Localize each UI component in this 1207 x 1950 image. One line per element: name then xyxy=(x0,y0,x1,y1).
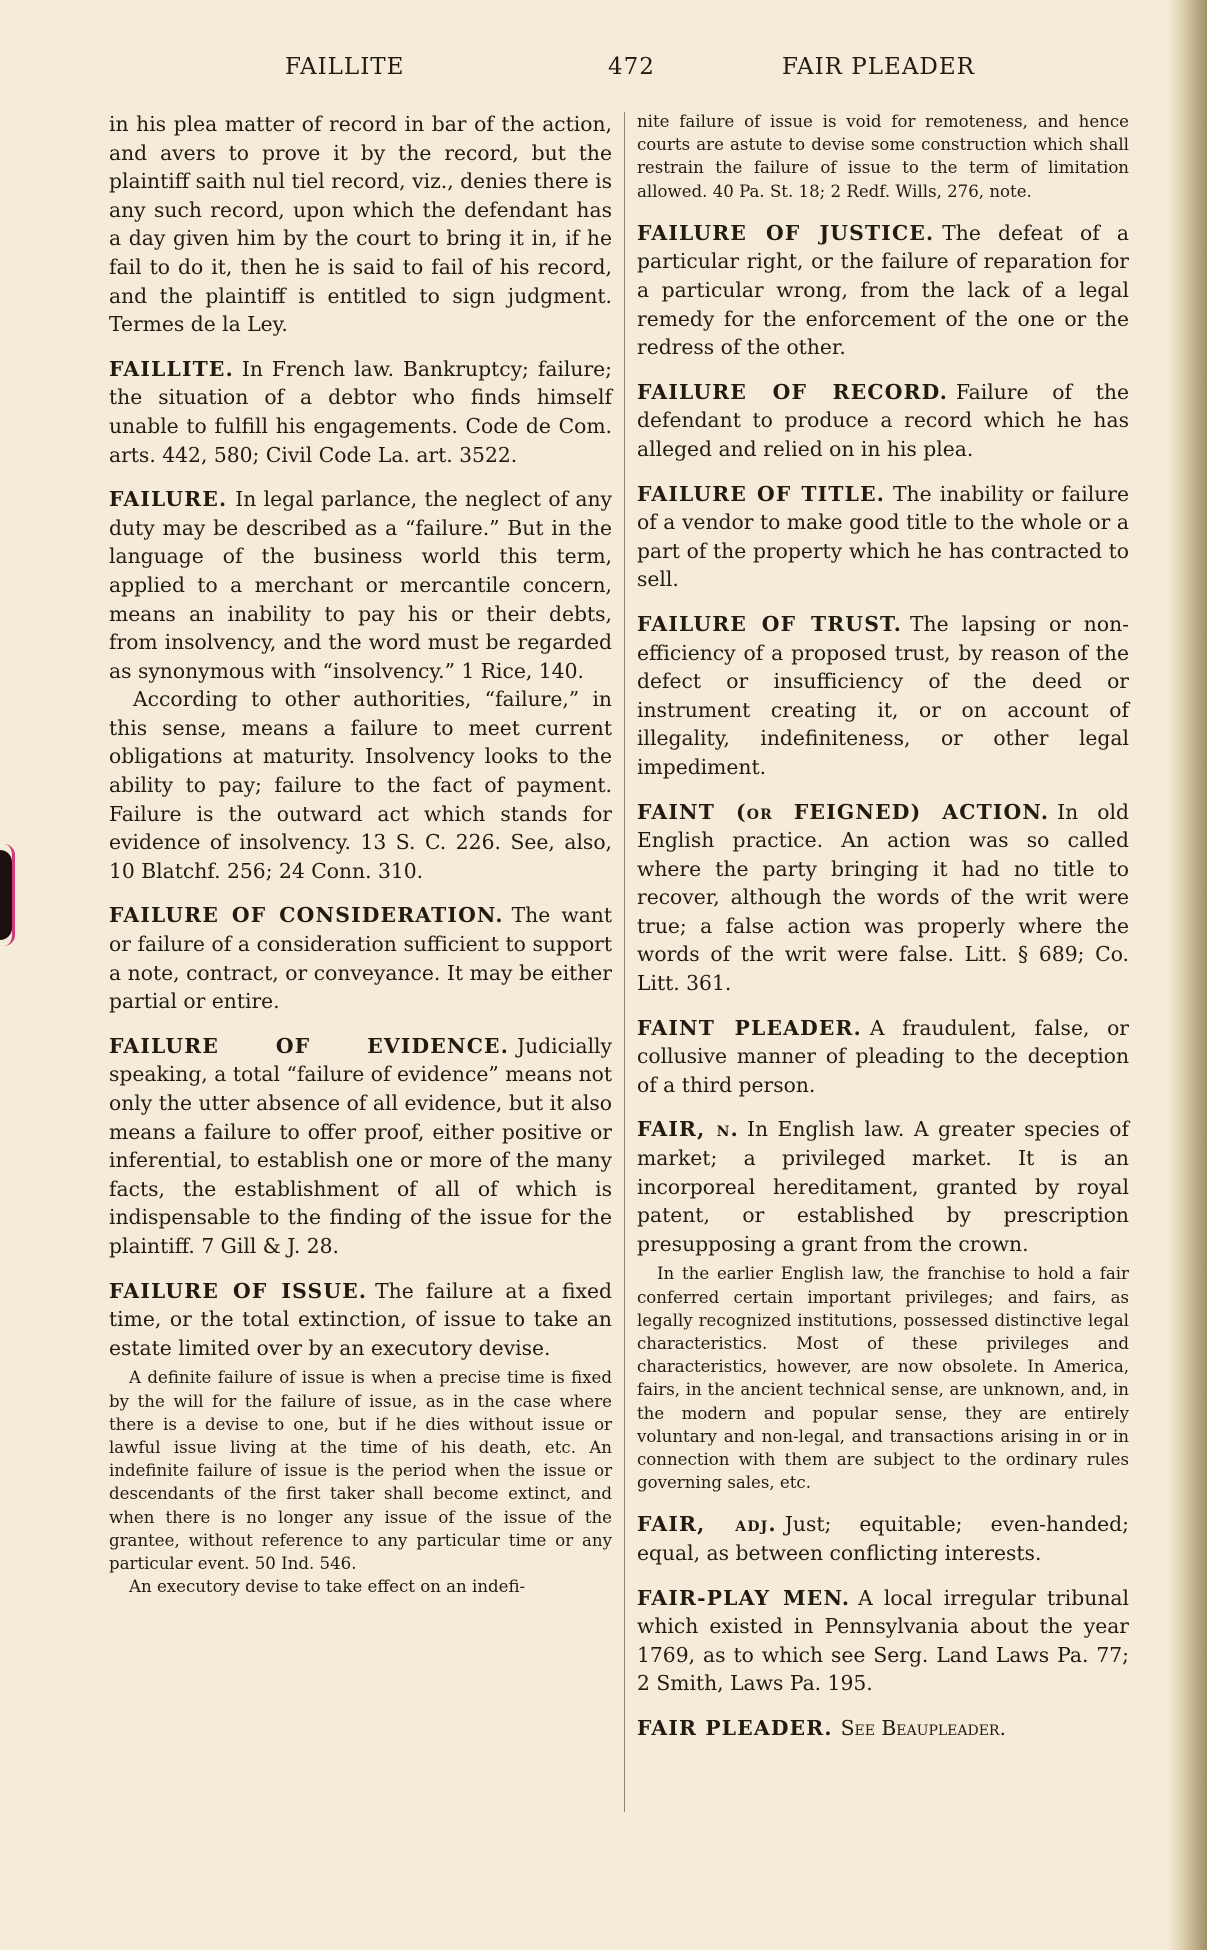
entry-headword: FAIR-PLAY MEN. xyxy=(637,1585,851,1610)
entry-headword: FAIR, adj. xyxy=(637,1512,777,1537)
entry-headword: FAILURE. xyxy=(109,487,228,512)
entry-definition: The want or failure of a consideration sufficient to support a note, contract, or conveyance. It may be either partial or entire. xyxy=(109,903,612,1014)
entry-headword: FAINT (or FEIGNED) ACTION. xyxy=(637,799,1050,824)
entry-definition: In legal parlance, the neglect of any duty may be described as a “failure.” But in the language of the business world this term, applied to a merchant or mercantile concern, means an inability to pay his or their debts, from insolvency, and the word must be regarded as synonymous with “insolvency.” 1 Rice, 140. xyxy=(109,487,612,683)
entry-definition: The inability or failure of a vendor to make good title to the whole or a part of the property which he has contracted to sell. xyxy=(637,481,1129,592)
entry-headword: FAILURE OF TITLE. xyxy=(637,481,886,506)
entry-faint-pleader xyxy=(637,1014,1129,1100)
entry-fair-pleader xyxy=(637,1714,1129,1743)
entry-failure-of-justice xyxy=(637,219,1129,362)
entry-fair-play-men xyxy=(637,1584,1129,1698)
entry-definition: A fraudulent, false, or collusive manner of pleading to the deception of a third person. xyxy=(637,1015,1130,1097)
entry-failure-of-trust xyxy=(637,610,1129,782)
entry-faint-action xyxy=(637,798,1129,998)
entry-fair-noun xyxy=(637,1115,1129,1258)
header-left-term: FAILLITE xyxy=(285,54,405,80)
left-column xyxy=(109,110,612,1598)
entry-definition: In old English practice. An action was so called where the party bringing it had no title to recover, although the words of the writ were true; a false action was properly where the words of the writ were false. Litt. § 689; Co. Litt. 361. xyxy=(637,799,1129,996)
entry-definition-continued: According to other authorities, “failure,” in this sense, means a failure to meet current obligations at maturity. Insolvency looks to the ability to pay; failure to the fact of payment. Failure is the outward act which stands for evidence of insolvency. 13 S. C. 226. See, also, 10 Blatchf. 256; 24 Conn. 310. xyxy=(109,687,612,883)
entry-faillite xyxy=(109,355,612,469)
entry-definition: The defeat of a particular right, or the failure of reparation for a particular wrong, from the lack of a legal remedy for the enforcement of the one or the redress of the other. xyxy=(637,220,1129,360)
cross-reference-link[interactable]: See Beaupleader. xyxy=(840,1716,1006,1740)
entry-definition: In French law. Bankruptcy; failure; the situation of a debtor who finds himself unable to fulfill his engagements. Code de Com. arts. 442, 580; Civil Code La. art. 3522. xyxy=(109,356,612,467)
entry-definition: Judicially speaking, a total “failure of evidence” means not only the utter absence of all evidence, but it also means a failure to offer proof, either positive or inferential, to establish one or more of the many facts, the establishment of all of which is indispensable to the finding of the issue for the plaintiff. 7 Gill & J. 28. xyxy=(109,1033,612,1258)
header-right-term: FAIR PLEADER xyxy=(782,54,975,80)
right-column xyxy=(637,110,1129,1759)
entry-failure xyxy=(109,485,612,885)
running-header xyxy=(0,54,1207,88)
margin-ink-mark xyxy=(0,850,12,940)
page-edge-shadow xyxy=(1167,0,1207,1950)
continuation-text: in his plea matter of record in bar of the action, and avers to prove it by the record, but the plaintiff saith nul tiel record, viz., denies there is any such record, upon which the defendant has a day given him by the court to bring it in, if he fail to do it, then he is said to fail of his record, and the plaintiff is entitled to sign judgment. Termes de la Ley. xyxy=(109,112,612,337)
entry-headword: FAILURE OF EVIDENCE. xyxy=(109,1033,509,1058)
entry-definition: Just; equitable; even-handed; equal, as between conflicting interests. xyxy=(637,1512,1129,1566)
entry-headword: FAIR, n. xyxy=(637,1117,739,1142)
entry-failure-of-evidence xyxy=(109,1032,612,1261)
entry-headword: FAIR PLEADER. xyxy=(637,1716,833,1740)
entry-definition: In English law. A greater species of market; a privileged market. It is an incorporeal hereditament, granted by royal patent, or established by prescription presupposing a grant from the crown. xyxy=(637,1117,1129,1256)
entry-failure-of-title xyxy=(637,480,1129,594)
fair-note: In the earlier English law, the franchise to hold a fair conferred certain important privileges; and fairs, as legally recognized institutions, possessed distinctive legal characteristics. Most of these privileges and characteristics, however, are now obsolete. In America, fairs, in the ancient technical sense, are unknown, and, in the modern and popular sense, they are entirely voluntary and non-legal, and transactions arising in or in connection with them are subject to the ordinary rules governing sales, etc. xyxy=(637,1264,1129,1493)
entry-headword: FAILURE OF CONSIDERATION. xyxy=(109,903,504,928)
entry-definition: A local irregular tribunal which existed in Pennsylvania about the year 1769, as to which see Serg. Land Laws Pa. 77; 2 Smith, Laws Pa. 195. xyxy=(637,1585,1129,1696)
entry-definition: The lapsing or non-efficiency of a proposed trust, by reason of the defect or insufficiency of the deed or instrument creating it, or on account of illegality, indefiniteness, or other legal impediment. xyxy=(637,611,1129,779)
entry-failure-of-record xyxy=(637,378,1129,464)
entry-fair-adjective xyxy=(637,1510,1129,1567)
footnote-text: A definite failure of issue is when a precise time is fixed by the will for the failure of issue, as in the case where there is a devise to one, but if he dies without issue or lawful issue living at the time of his death, etc. An indefinite failure of issue is the period when the issue or descendants of the first taker shall become extinct, and when there is no longer any issue of the issue of the grantee, without reference to any particular time or any particular event. 50 Ind. 546. xyxy=(109,1368,612,1573)
page-number: 472 xyxy=(608,54,655,80)
entry-headword: FAILURE OF ISSUE. xyxy=(109,1278,368,1303)
entry-definition: The failure at a fixed time, or the total extinction, of issue to take an estate limited over by an executory devise. xyxy=(109,1278,612,1360)
column-divider xyxy=(624,112,625,1812)
entry-headword: FAILURE OF JUSTICE. xyxy=(637,220,935,245)
entry-headword: FAILURE OF RECORD. xyxy=(637,379,948,404)
entry-headword: FAINT PLEADER. xyxy=(637,1015,862,1040)
entry-failure-of-issue xyxy=(109,1277,612,1363)
entry-headword: FAILLITE. xyxy=(109,356,234,381)
entry-failure-of-consideration xyxy=(109,901,612,1015)
continuation-note: nite failure of issue is void for remoteness, and hence courts are astute to devise some construction which shall restrain the failure of issue to the term of limitation allowed. 40 Pa. St. 18; 2 Redf. Wills, 276, note. xyxy=(637,112,1129,201)
entry-definition: Failure of the defendant to produce a record which he has alleged and relied on in his plea. xyxy=(637,379,1129,461)
entry-headword: FAILURE OF TRUST. xyxy=(637,611,902,636)
footnote-text-continued: An executory devise to take effect on an indefi- xyxy=(129,1577,526,1597)
